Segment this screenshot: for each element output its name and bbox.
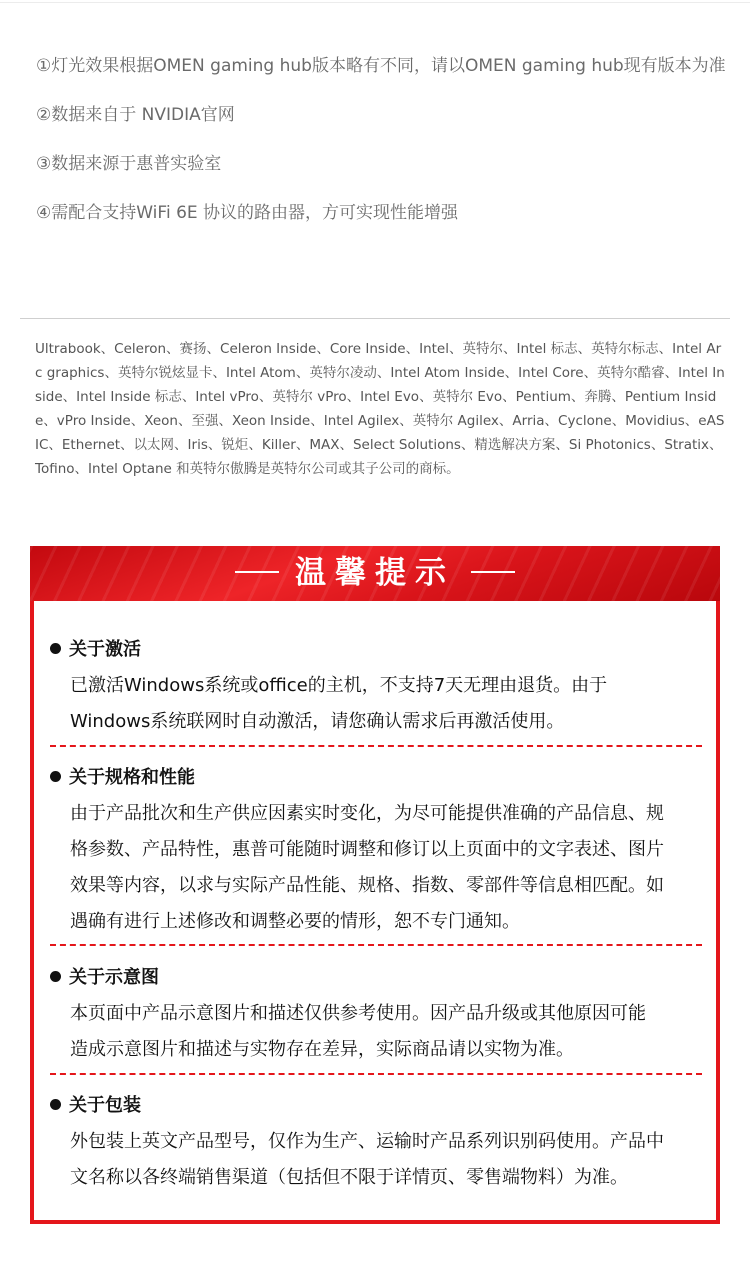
notice-title-text: 温馨提示 <box>295 555 455 591</box>
section-body: 外包装上英文产品型号，仅作为生产、运输时产品系列识别码使用。产品中 文名称以各终端销售渠道（包括但不限于详情页、零售端物料）为准。 <box>70 1131 664 1188</box>
notice-section-specs <box>50 764 704 940</box>
bullet-icon <box>50 643 61 654</box>
footnote-3: ③数据来源于惠普实验室 <box>36 154 222 174</box>
notice-section-packaging <box>50 1092 704 1196</box>
bullet-icon <box>50 771 61 782</box>
footnotes <box>36 52 736 248</box>
notice-section-illustration <box>50 964 704 1068</box>
section-heading-text: 关于示意图 <box>69 967 159 988</box>
section-body: 由于产品批次和生产供应因素实时变化，为尽可能提供准确的产品信息、规 格参数、产品特性，惠普可能随时调整和修订以上页面中的文字表述、图片 效果等内容，以求与实际产品性能、规格、指数、零部件等信息相匹配。如 遇确有进行上述修改和调整必要的情形，恕不专门通知。 <box>70 803 664 932</box>
banner-dash-left <box>235 571 279 573</box>
section-divider <box>20 318 730 319</box>
banner-dash-right <box>471 571 515 573</box>
section-body: 本页面中产品示意图片和描述仅供参考使用。因产品升级或其他原因可能 造成示意图片和描述与实物存在差异，实际商品请以实物为准。 <box>70 1003 646 1060</box>
dashed-separator <box>50 745 702 747</box>
notice-banner <box>30 546 720 601</box>
section-heading <box>50 764 704 792</box>
section-heading-text: 关于包装 <box>69 1095 141 1116</box>
footnote-2: ②数据来自于 NVIDIA官网 <box>36 105 235 125</box>
section-heading-text: 关于激活 <box>69 639 141 660</box>
trademark-statement: Ultrabook、Celeron、赛扬、Celeron Inside、Core Inside、Intel、英特尔、Intel 标志、英特尔标志、Intel Arc graphics、英特尔锐炫显卡、Intel Atom、英特尔凌动、Intel Atom Inside、Intel Core、英特尔酷睿、Intel Inside、Intel Inside 标志、Intel vPro、英特尔 vPro、Intel Evo、英特尔 Evo、Pentium、奔腾、Pentium Inside、vPro Inside、Xeon、至强、Xeon Inside、Intel Agilex、英特尔 Agilex、Arria、Cyclone、Movidius、eASIC、Ethernet、以太网、Iris、锐炬、Killer、MAX、Select Solutions、精选解决方案、Si Photonics、Stratix、Tofino、Intel Optane 和英特尔傲腾是英特尔公司或其子公司的商标。 <box>35 341 725 477</box>
section-heading <box>50 636 704 664</box>
section-heading <box>50 1092 704 1120</box>
notice-title <box>30 546 720 601</box>
dashed-separator <box>50 944 702 946</box>
footnote-4: ④需配合支持WiFi 6E 协议的路由器，方可实现性能增强 <box>36 203 459 223</box>
notice-section-activation <box>50 636 704 740</box>
dashed-separator <box>50 1073 702 1075</box>
section-heading-text: 关于规格和性能 <box>69 767 195 788</box>
top-divider <box>0 2 750 3</box>
bullet-icon <box>50 1099 61 1110</box>
section-body: 已激活Windows系统或office的主机，不支持7天无理由退货。由于 Windows系统联网时自动激活，请您确认需求后再激活使用。 <box>70 675 608 732</box>
notice-box <box>30 546 720 1224</box>
footnote-1: ①灯光效果根据OMEN gaming hub版本略有不同，请以OMEN gaming hub现有版本为准 <box>36 56 726 76</box>
section-heading <box>50 964 704 992</box>
bullet-icon <box>50 971 61 982</box>
